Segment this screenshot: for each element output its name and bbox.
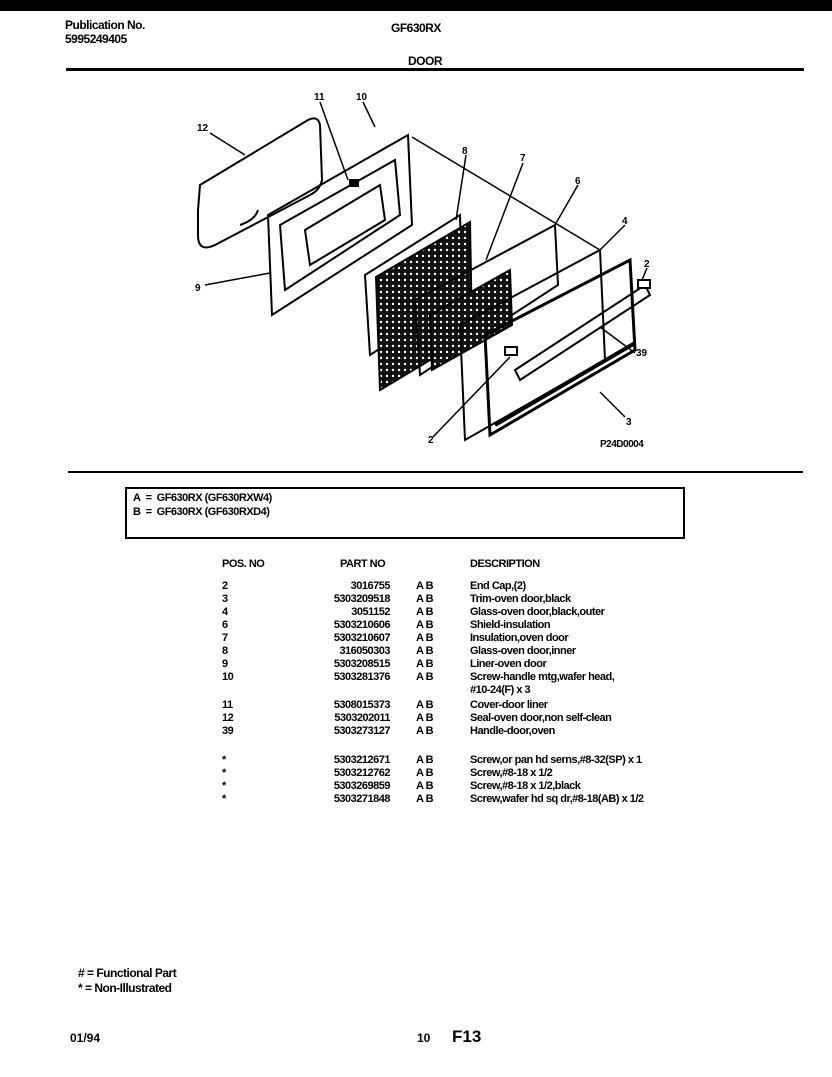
callout-12: 12: [197, 123, 209, 134]
table-row-continuation: #10-24(F) x 3: [470, 684, 531, 696]
table-row: 11 5308015373 A B Cover-door liner: [222, 699, 548, 711]
section-title: DOOR: [408, 54, 442, 68]
table-row: 9 5303208515 A B Liner-oven door: [222, 658, 547, 670]
callout-3: 3: [626, 417, 632, 428]
variant-b: B = GF630RX (GF630RXD4): [133, 506, 270, 518]
table-row: 4 3051152 A B Glass-oven door,black,outer: [222, 606, 605, 618]
callout-6: 6: [575, 176, 581, 187]
footer-date: 01/94: [70, 1031, 101, 1045]
table-row: 10 5303281376 A B Screw-handle mtg,wafer head,: [222, 671, 615, 683]
publication-number: 5995249405: [65, 32, 127, 46]
exploded-door-diagram: [180, 85, 680, 455]
table-row: * 5303212671 A B Screw,or pan hd serns,#8-32(SP) x 1: [222, 754, 642, 766]
legend-functional-part: # = Functional Part: [78, 966, 177, 980]
callout-9: 9: [195, 283, 201, 294]
callout-39: 39: [636, 348, 648, 359]
callout-2-right: 2: [644, 259, 650, 270]
top-border-bar: [0, 0, 832, 11]
header-rule: [66, 68, 804, 71]
section-separator: [68, 471, 803, 473]
callout-4: 4: [622, 216, 628, 227]
table-row: 6 5303210606 A B Shield-insulation: [222, 619, 551, 631]
variant-a: A = GF630RX (GF630RXW4): [133, 492, 272, 504]
callout-10: 10: [356, 92, 368, 103]
table-row: 8 316050303 A B Glass-oven door,inner: [222, 645, 576, 657]
callout-8: 8: [462, 146, 468, 157]
table-row: * 5303271848 A B Screw,wafer hd sq dr,#8-18(AB) x 1/2: [222, 793, 644, 805]
table-row: * 5303212762 A B Screw,#8-18 x 1/2: [222, 767, 553, 779]
legend-non-illustrated: * = Non-Illustrated: [78, 981, 172, 995]
table-row: * 5303269859 A B Screw,#8-18 x 1/2,black: [222, 780, 581, 792]
callout-7: 7: [520, 153, 526, 164]
callout-11: 11: [314, 92, 325, 103]
model-variant-legend: [125, 487, 685, 539]
footer-section-code: F13: [452, 1027, 482, 1046]
symbol-legend: [78, 966, 176, 996]
callout-2-left: 2: [428, 435, 434, 446]
table-row: 39 5303273127 A B Handle-door,oven: [222, 725, 555, 737]
table-row: 7 5303210607 A B Insulation,oven door: [222, 632, 569, 644]
table-row: 3 5303209518 A B Trim-oven door,black: [222, 593, 571, 605]
footer-page-number: 10: [417, 1031, 431, 1045]
model-number: GF630RX: [391, 21, 441, 35]
header-pos-no: POS. NO: [222, 558, 265, 570]
header-part-no: PART NO: [340, 558, 386, 570]
table-row: 12 5303202011 A B Seal-oven door,non self-clean: [222, 712, 612, 724]
figure-id: P24D0004: [600, 439, 644, 450]
table-row: 2 3016755 A B End Cap,(2): [222, 580, 526, 592]
publication-label: Publication No.: [65, 18, 145, 32]
header-description: DESCRIPTION: [470, 558, 540, 570]
